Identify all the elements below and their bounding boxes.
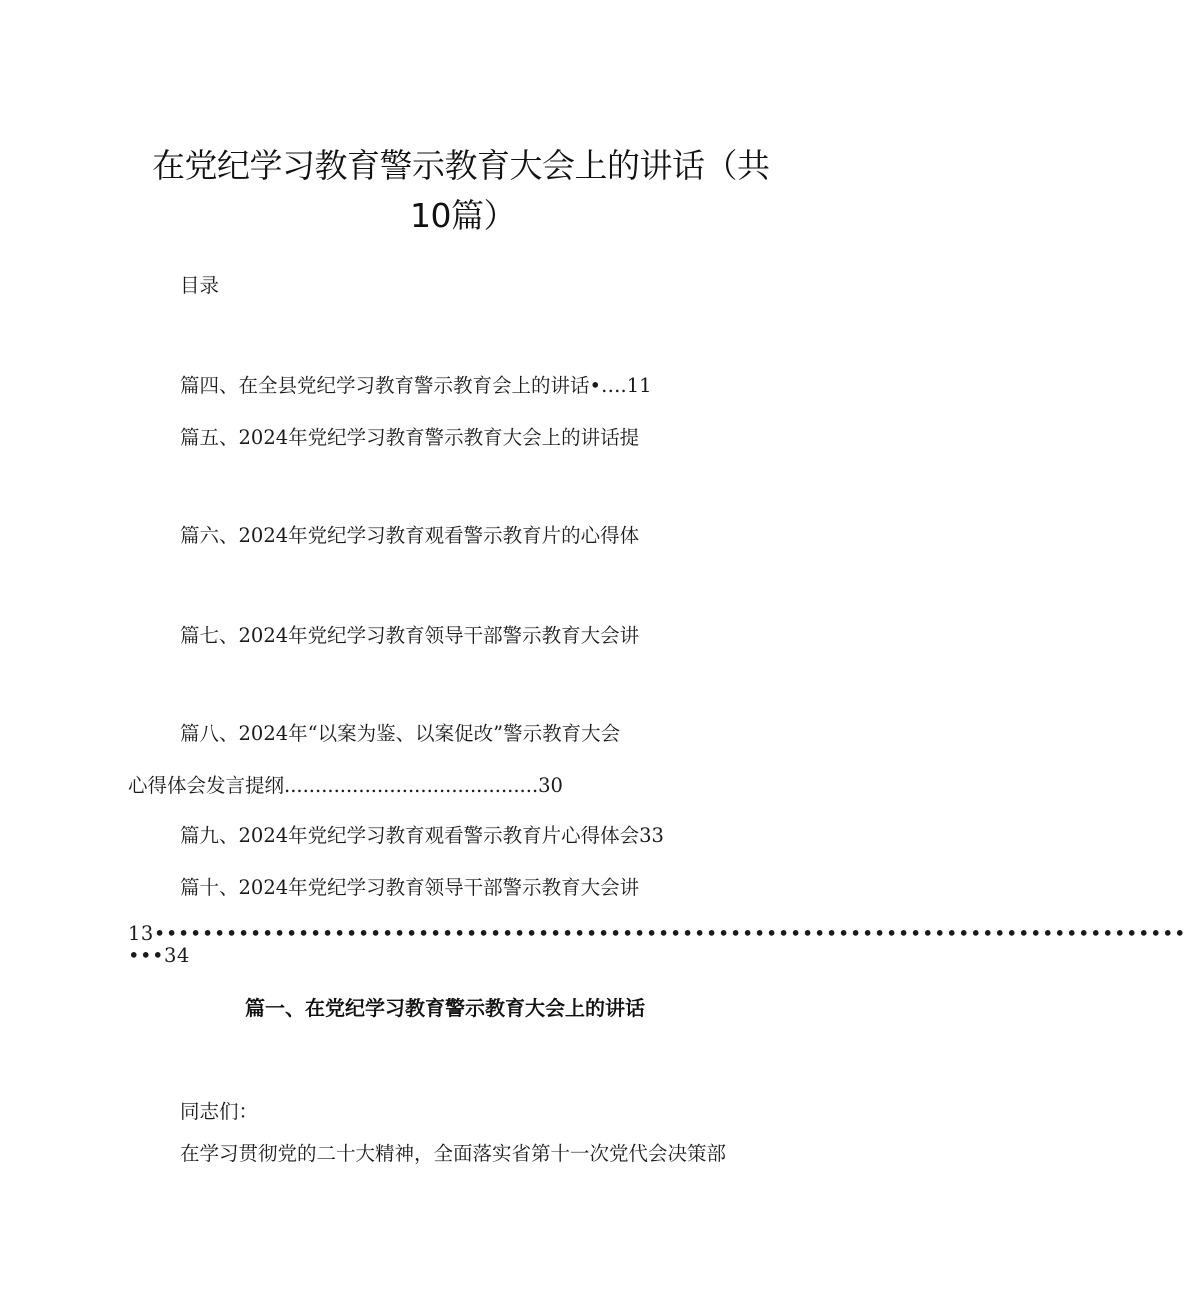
toc-entry-8[interactable]: 篇八、2024年“以案为鉴、以案促改”警示教育大会 — [180, 722, 621, 745]
document-title-line1: 在党纪学习教育警示教育大会上的讲话（共 — [152, 146, 770, 185]
toc-heading: 目录 — [180, 274, 220, 297]
toc-entry-8-continued[interactable]: 心得体会发言提纲.........................................30 — [128, 774, 563, 797]
document-title-line2: 10篇） — [410, 196, 516, 235]
toc-entry-6[interactable]: 篇六、2024年党纪学习教育观看警示教育片的心得体 — [180, 524, 640, 547]
toc-entry-10-leader: 13•••••••••••••••••••••••••••••••••••••••••••••••••••••••••••••••••••••••••••••••••••••• — [128, 922, 1186, 945]
toc-entry-10[interactable]: 篇十、2024年党纪学习教育领导干部警示教育大会讲 — [180, 876, 640, 899]
toc-entry-10-page: •••34 — [128, 944, 190, 967]
toc-entry-9[interactable]: 篇九、2024年党纪学习教育观看警示教育片心得体会33 — [180, 824, 664, 847]
body-paragraph: 在学习贯彻党的二十大精神，全面落实省第十一次党代会决策部 — [180, 1142, 727, 1165]
section-title: 篇一、在党纪学习教育警示教育大会上的讲话 — [245, 996, 645, 1020]
salutation: 同志们： — [180, 1100, 259, 1123]
toc-entry-7[interactable]: 篇七、2024年党纪学习教育领导干部警示教育大会讲 — [180, 624, 640, 647]
toc-entry-5[interactable]: 篇五、2024年党纪学习教育警示教育大会上的讲话提 — [180, 426, 640, 449]
toc-entry-4[interactable]: 篇四、在全县党纪学习教育警示教育会上的讲话•….11 — [180, 374, 652, 397]
